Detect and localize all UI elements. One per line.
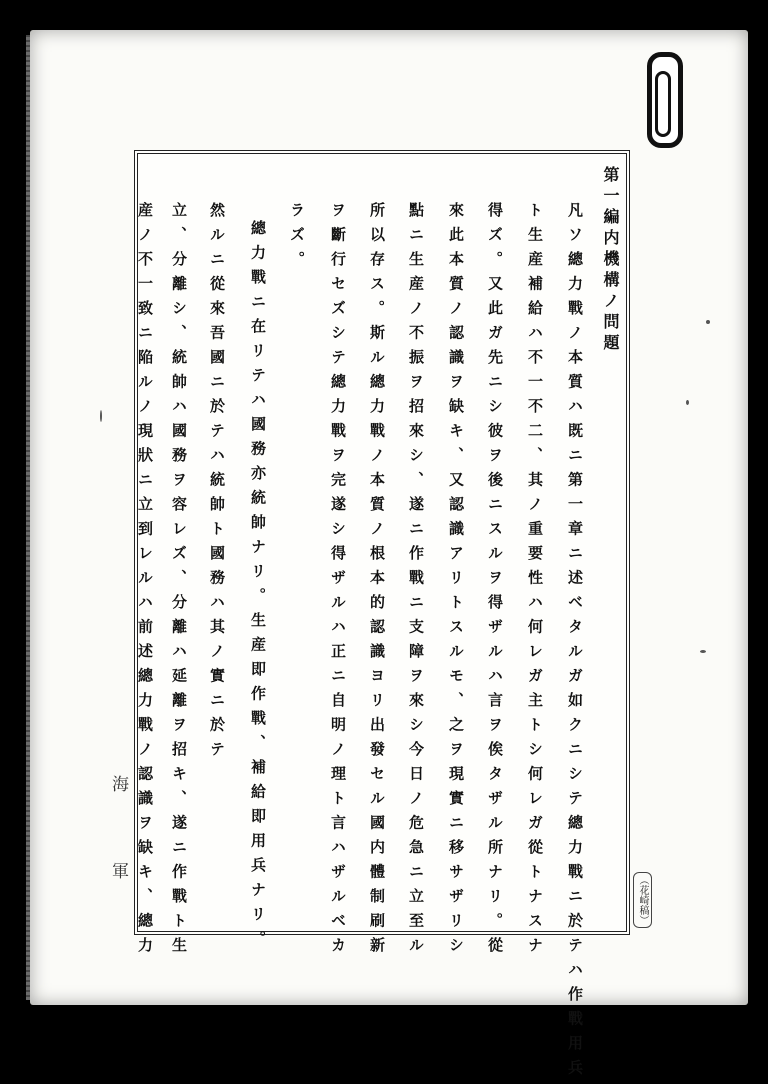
text-column: 凡ソ總力戰ノ本質ハ既ニ第一章ニ述ベタルガ如クニシテ總力戰ニ於テハ作戰用兵 xyxy=(566,202,584,1084)
scan-speck xyxy=(706,320,710,324)
text-column: 得ズ。又此ガ先ニシ彼ヲ後ニスルヲ得ザルハ言ヲ俟タザル所ナリ。從 xyxy=(486,202,504,962)
scan-speck xyxy=(700,650,706,653)
text-frame xyxy=(134,150,630,1084)
text-column: 所以存ス。斯ル總力戰ノ本質ノ根本的認識ヨリ出發セル國内體制刷新 xyxy=(368,202,386,962)
author-stamp: （花崎稿） xyxy=(633,872,652,928)
page-heading: 第一編内機構ノ問題 xyxy=(601,166,620,355)
text-column: ト生産補給ハ不一不二、其ノ重要性ハ何レガ主トシ何レガ從トナスナ xyxy=(526,202,544,962)
text-column: 來此本質ノ認識ヲ缺キ、又認識アリトスルモ、之ヲ現實ニ移サザリシ xyxy=(447,202,465,962)
margin-mark-bottom: 軍 xyxy=(108,862,128,879)
binder-clip-icon xyxy=(647,52,683,148)
scan-speck xyxy=(686,400,689,405)
text-column: 産ノ不一致ニ陥ルノ現狀ニ立到レルハ前述總力戰ノ認識ヲ缺キ、總力 xyxy=(136,202,154,962)
text-column: ヲ斷行セズシテ總力戰ヲ完遂シ得ザルハ正ニ自明ノ理ト言ハザルベカ xyxy=(329,202,347,962)
text-column: 點ニ生産ノ不振ヲ招來シ、遂ニ作戰ニ支障ヲ來シ今日ノ危急ニ立至ル xyxy=(407,202,425,962)
text-column: ラズ。 xyxy=(288,202,306,276)
margin-mark-top: 海 xyxy=(108,775,128,792)
text-column: 總力戰ニ在リテハ國務亦統帥ナリ。生産即作戰、補給即用兵ナリ。 xyxy=(249,220,267,955)
text-column: 然ルニ從來吾國ニ於テハ統帥ト國務ハ其ノ實ニ於テ xyxy=(208,202,226,766)
scan-speck xyxy=(100,410,102,422)
text-column: 立、分離シ、統帥ハ國務ヲ容レズ、分離ハ延離ヲ招キ、遂ニ作戰ト生 xyxy=(170,202,188,962)
